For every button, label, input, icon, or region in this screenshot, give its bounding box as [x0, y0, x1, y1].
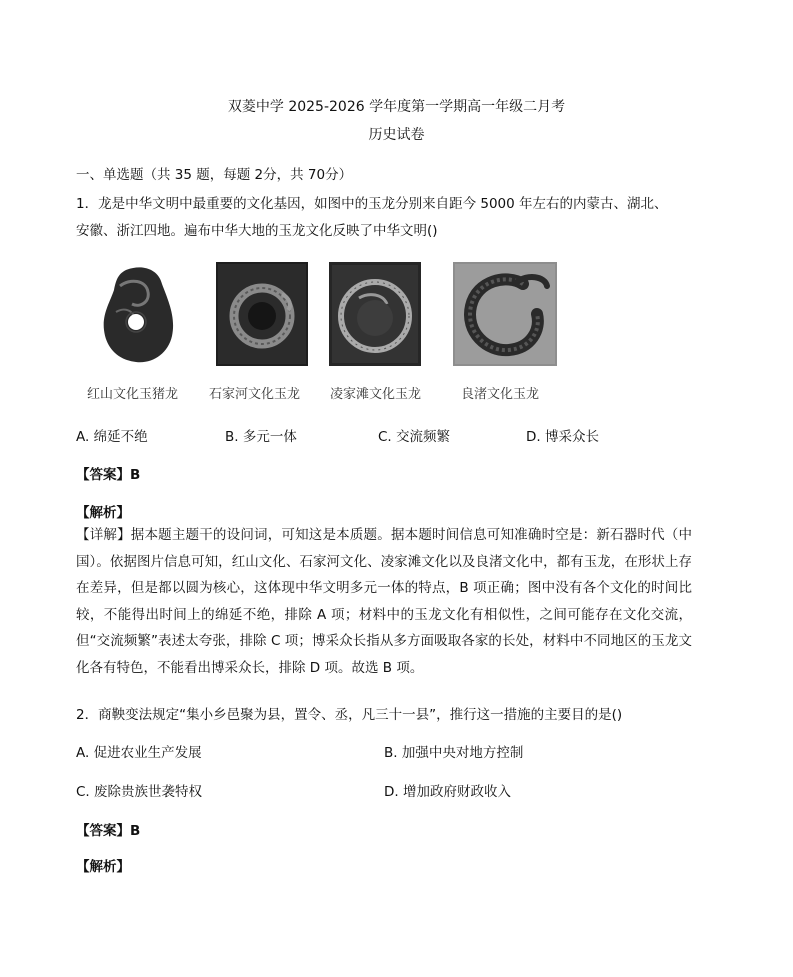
q2-option-c[interactable]: C. 废除贵族世袭特权	[76, 784, 203, 800]
q1-detail: 【详解】据本题主题干的设问词，可知这是本质题。据本题时间信息可知准确时空是：新石器时代（中国）。依据图片信息可知，红山文化、石家河文化、凌家滩文化以及良渚文化中，都有玉龙，在形状上存在差异，但是都以圆为核心，这体现中华文明多元一体的特点，B 项正确；图中没有各个文化的时间比较，不能得出时间上的绵延不绝，排除 A 项；材料中的玉龙文化有相似性，之间可能存在文化交流，但“交流频繁”表述太夸张，排除 C 项；博采众长指从多方面吸取各家的长处，材料中不同地区的玉龙文化各有特色，不能看出博采众长，排除 D 项。故选 B 项。	[76, 527, 692, 676]
caption-hongshan: 红山文化玉猪龙	[87, 387, 179, 402]
q2-answer: 【答案】B	[76, 823, 141, 839]
caption-shijiahe: 石家河文化玉龙	[209, 387, 301, 402]
caption-liangzhu: 良渚文化玉龙	[461, 387, 540, 402]
caption-lingjiatan: 凌家滩文化玉龙	[330, 387, 422, 402]
exam-title: 双菱中学 2025-2026 学年度第一学期高一年级二月考	[227, 99, 566, 115]
q1-answer: 【答案】B	[76, 467, 141, 483]
section-heading: 一、单选题（共 35 题，每题 2分，共 70分）	[76, 167, 353, 183]
q1-option-a[interactable]: A. 绵延不绝	[76, 429, 148, 445]
q2-option-d[interactable]: D. 增加政府财政收入	[384, 784, 511, 800]
jade-coiled-dragon-icon	[329, 262, 421, 366]
jade-c-dragon-icon	[453, 262, 557, 366]
q1-stem-line2: 安徽、浙江四地。遍布中华大地的玉龙文化反映了中华文明()	[76, 223, 438, 239]
jade-ring-dragon-icon	[216, 262, 308, 366]
exam-subtitle: 历史试卷	[368, 127, 425, 143]
q1-option-b[interactable]: B. 多元一体	[225, 429, 297, 445]
q2-analysis-label: 【解析】	[76, 859, 130, 875]
q2-stem: 2．商鞅变法规定“集小乡邑聚为县，置令、丞，凡三十一县”，推行这一措施的主要目的是()	[76, 707, 623, 723]
q2-option-a[interactable]: A. 促进农业生产发展	[76, 745, 202, 761]
q2-option-b[interactable]: B. 加强中央对地方控制	[384, 745, 524, 761]
jade-pig-dragon-icon	[96, 262, 178, 366]
q1-stem-line1: 1．龙是中华文明中最重要的文化基因，如图中的玉龙分别来自距今 5000 年左右的内蒙古、湖北、	[76, 196, 668, 212]
q1-analysis-label: 【解析】	[76, 505, 130, 521]
q1-option-c[interactable]: C. 交流频繁	[378, 429, 451, 445]
q1-option-d[interactable]: D. 博采众长	[526, 429, 599, 445]
